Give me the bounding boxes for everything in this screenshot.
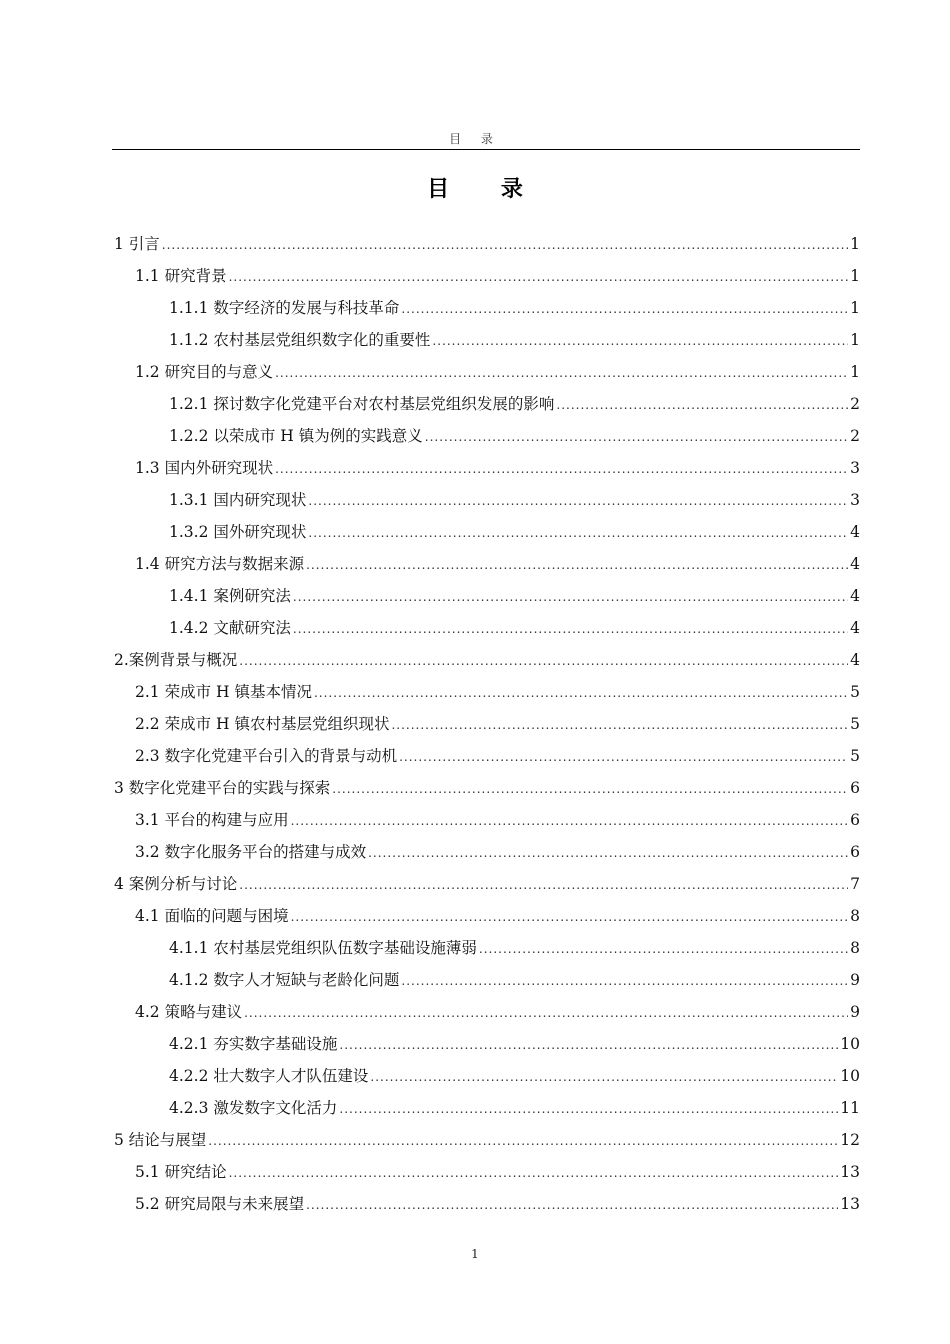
toc-entry[interactable] [114,964,860,996]
toc-entry-label: 1 引言 [114,235,160,253]
toc-entry-label: 2.3 数字化党建平台引入的背景与动机 [135,747,398,765]
toc-entry-page: 3 [850,459,860,477]
table-of-contents [114,228,860,1220]
toc-entry-label: 3 数字化党建平台的实践与探索 [114,779,331,797]
dot-leader [391,709,848,741]
toc-entry[interactable] [114,356,860,388]
toc-entry[interactable] [114,324,860,356]
toc-entry-label: 2.案例背景与概况 [114,651,238,669]
toc-entry[interactable] [114,452,860,484]
toc-entry-page: 4 [850,619,860,637]
dot-leader [306,549,848,581]
toc-entry-page: 6 [850,779,860,797]
dot-leader [244,997,848,1029]
toc-entry[interactable] [114,548,860,580]
dot-leader [239,645,848,677]
toc-entry-page: 10 [840,1035,860,1053]
toc-entry-page: 4 [850,555,860,573]
toc-entry-label: 1.2 研究目的与意义 [135,363,274,381]
toc-entry[interactable] [114,1060,860,1092]
dot-leader [479,933,848,965]
dot-leader [368,837,848,869]
toc-entry[interactable] [114,708,860,740]
dot-leader [314,677,848,709]
toc-entry-page: 5 [850,683,860,701]
toc-entry-page: 5 [850,747,860,765]
dot-leader [208,1125,838,1157]
toc-entry-label: 4.1.2 数字人才短缺与老龄化问题 [169,971,400,989]
toc-entry-label: 1.2.2 以荣成市 H 镇为例的实践意义 [169,427,423,445]
toc-entry-page: 4 [850,523,860,541]
toc-entry-page: 9 [850,1003,860,1021]
toc-entry-page: 4 [850,651,860,669]
toc-entry-page: 13 [840,1163,860,1181]
dot-leader [401,293,848,325]
toc-entry-page: 1 [850,299,860,317]
toc-entry[interactable] [114,1188,860,1220]
toc-entry-page: 7 [850,875,860,893]
dot-leader [291,805,849,837]
dot-leader [332,773,848,805]
toc-entry-label: 1.3.1 国内研究现状 [169,491,307,509]
toc-entry-page: 4 [850,587,860,605]
toc-entry-page: 13 [840,1195,860,1213]
toc-entry[interactable] [114,996,860,1028]
toc-entry-page: 6 [850,843,860,861]
toc-entry-label: 1.1.2 农村基层党组织数字化的重要性 [169,331,431,349]
dot-leader [308,517,848,549]
toc-entry-page: 11 [840,1099,860,1117]
toc-entry-page: 1 [850,235,860,253]
toc-entry-page: 6 [850,811,860,829]
toc-entry[interactable] [114,420,860,452]
toc-entry-page: 10 [840,1067,860,1085]
toc-entry-page: 8 [850,939,860,957]
header-rule [112,149,860,150]
toc-entry-label: 1.1.1 数字经济的发展与科技革命 [169,299,400,317]
toc-entry-page: 1 [850,363,860,381]
toc-entry[interactable] [114,676,860,708]
toc-entry[interactable] [114,1124,860,1156]
dot-leader [339,1093,838,1125]
toc-entry[interactable] [114,836,860,868]
toc-entry-label: 2.2 荣成市 H 镇农村基层党组织现状 [135,715,390,733]
toc-entry-label: 4.2.3 激发数字文化活力 [169,1099,338,1117]
dot-leader [308,485,848,517]
toc-entry[interactable] [114,900,860,932]
toc-entry-label: 4.1.1 农村基层党组织队伍数字基础设施薄弱 [169,939,477,957]
toc-entry[interactable] [114,516,860,548]
toc-entry-label: 4.2 策略与建议 [135,1003,243,1021]
toc-entry-label: 4.2.1 夯实数字基础设施 [169,1035,338,1053]
dot-leader [239,869,848,901]
toc-entry-label: 1.4.2 文献研究法 [169,619,291,637]
dot-leader [432,325,848,357]
toc-entry[interactable] [114,804,860,836]
toc-entry-label: 5.2 研究局限与未来展望 [135,1195,305,1213]
dot-leader [293,613,848,645]
toc-entry-page: 8 [850,907,860,925]
dot-leader [339,1029,838,1061]
toc-entry-label: 4 案例分析与讨论 [114,875,238,893]
toc-entry[interactable] [114,932,860,964]
dot-leader [275,453,848,485]
toc-entry-label: 4.2.2 壮大数字人才队伍建设 [169,1067,369,1085]
toc-entry[interactable] [114,868,860,900]
toc-entry[interactable] [114,580,860,612]
toc-entry-label: 1.2.1 探讨数字化党建平台对农村基层党组织发展的影响 [169,395,555,413]
toc-entry-label: 1.4.1 案例研究法 [169,587,291,605]
toc-entry-label: 5.1 研究结论 [135,1163,227,1181]
toc-entry[interactable] [114,1092,860,1124]
toc-entry-page: 1 [850,267,860,285]
dot-leader [425,421,848,453]
toc-entry-page: 9 [850,971,860,989]
toc-entry-label: 4.1 面临的问题与困境 [135,907,289,925]
toc-entry-page: 3 [850,491,860,509]
dot-leader [291,901,849,933]
toc-entry[interactable] [114,740,860,772]
toc-entry-label: 1.1 研究背景 [135,267,227,285]
toc-entry-label: 3.1 平台的构建与应用 [135,811,289,829]
toc-entry[interactable] [114,1028,860,1060]
toc-entry-label: 3.2 数字化服务平台的搭建与成效 [135,843,367,861]
dot-leader [162,229,848,261]
dot-leader [370,1061,838,1093]
toc-entry-label: 1.3 国内外研究现状 [135,459,274,477]
dot-leader [275,357,848,389]
toc-entry[interactable] [114,228,860,260]
toc-entry-label: 5 结论与展望 [114,1131,207,1149]
toc-entry[interactable] [114,772,860,804]
toc-entry-label: 2.1 荣成市 H 镇基本情况 [135,683,312,701]
toc-entry-page: 12 [840,1131,860,1149]
dot-leader [306,1189,838,1221]
toc-entry-page: 5 [850,715,860,733]
toc-entry[interactable] [114,644,860,676]
dot-leader [401,965,848,997]
toc-entry[interactable] [114,612,860,644]
page-title: 目 录 [427,177,545,202]
dot-leader [229,261,849,293]
toc-entry[interactable] [114,484,860,516]
toc-entry-label: 1.4 研究方法与数据来源 [135,555,305,573]
toc-entry-page: 2 [850,427,860,445]
toc-entry[interactable] [114,260,860,292]
dot-leader [293,581,848,613]
toc-entry-label: 1.3.2 国外研究现状 [169,523,307,541]
toc-entry[interactable] [114,1156,860,1188]
dot-leader [556,389,848,421]
running-header: 目 录 [449,132,501,146]
toc-entry[interactable] [114,388,860,420]
toc-entry-page: 1 [850,331,860,349]
page-number: 1 [471,1247,479,1261]
toc-entry[interactable] [114,292,860,324]
toc-entry-page: 2 [850,395,860,413]
dot-leader [399,741,848,773]
dot-leader [229,1157,839,1189]
